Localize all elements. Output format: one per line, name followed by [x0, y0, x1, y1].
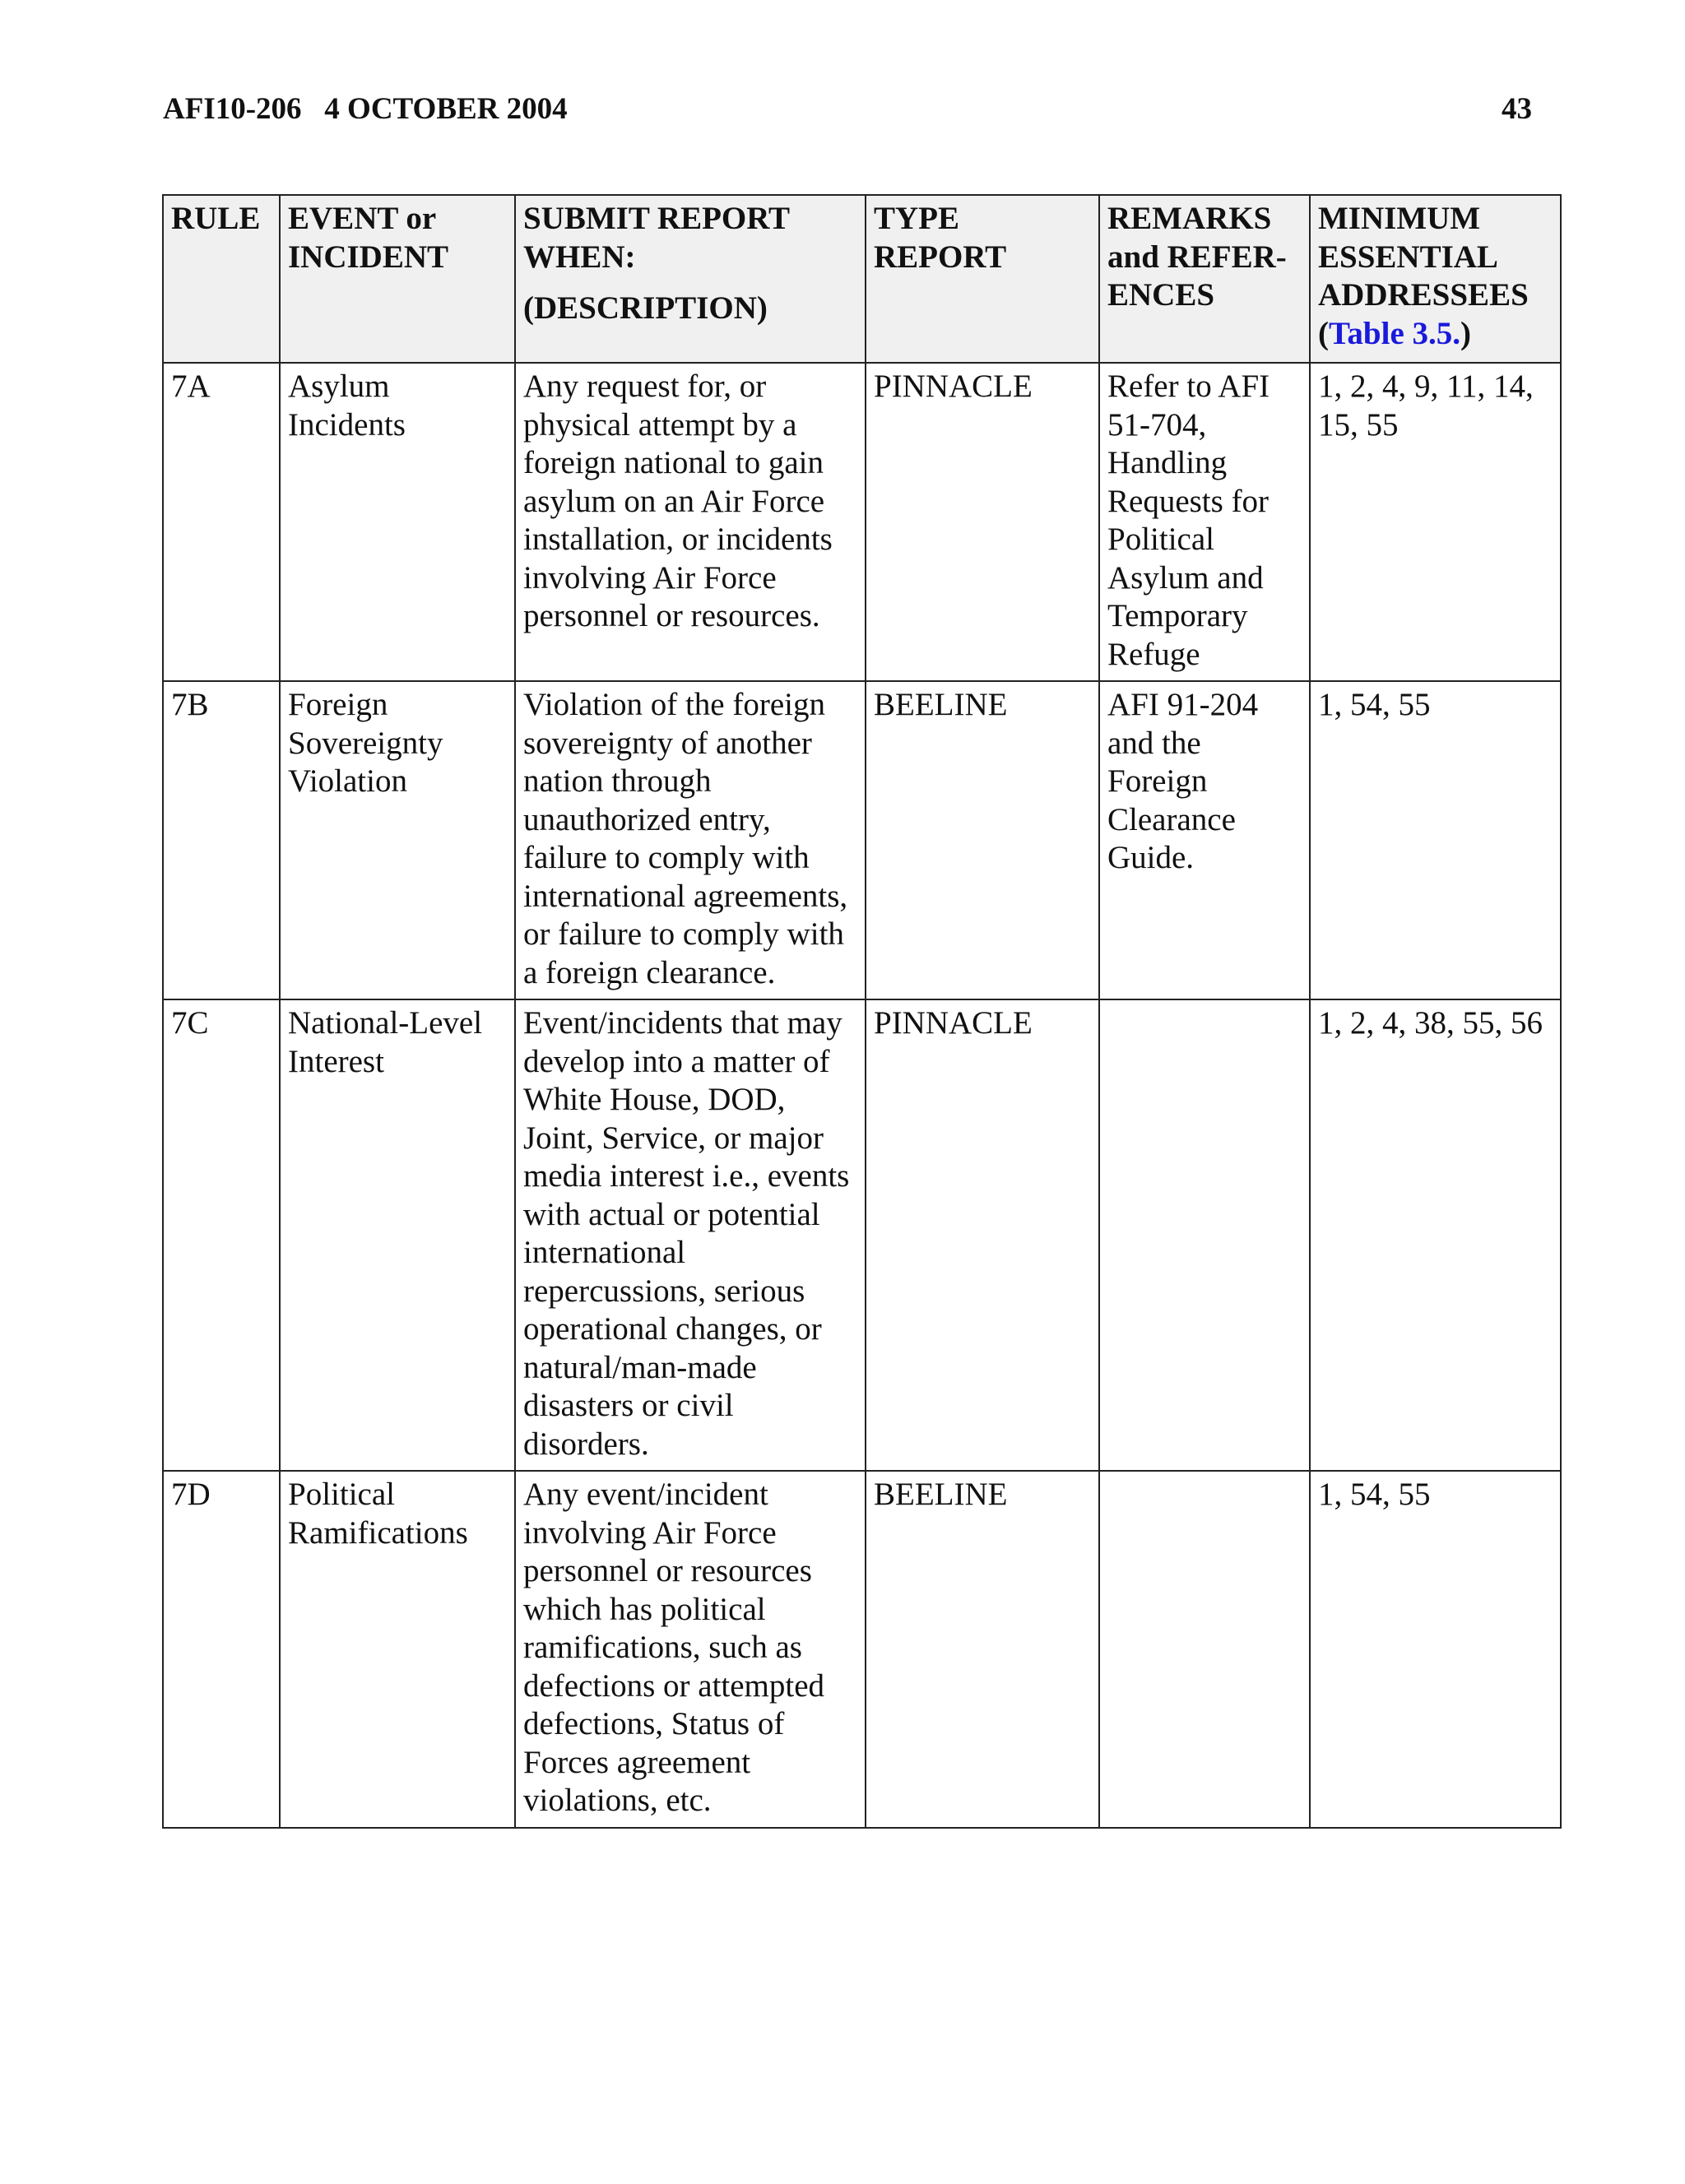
cell-description: Any event/incident involving Air Force personnel or resources which has political ramifications, such as defections or attempted defections, Status of Forces agreement violations, etc.	[515, 1471, 866, 1828]
cell-rule: 7C	[163, 999, 280, 1471]
cell-remarks: Refer to AFI 51-704, Handling Requests for Political Asylum and Temporary Refuge	[1099, 363, 1310, 681]
cell-rule: 7B	[163, 681, 280, 999]
cell-addressees: 1, 54, 55	[1310, 1471, 1561, 1828]
cell-description: Violation of the foreign sovereignty of another nation through unauthorized entry, failure to comply with international agreements, or failure to comply with a foreign clearance.	[515, 681, 866, 999]
col-header-event: EVENT or INCIDENT	[280, 195, 515, 363]
cell-addressees: 1, 2, 4, 38, 55, 56	[1310, 999, 1561, 1471]
cell-description: Event/incidents that may develop into a matter of White House, DOD, Joint, Service, or major media interest i.e., events with actual or potential international repercussions, serious operational changes, or natural/man-made disasters or civil disorders.	[515, 999, 866, 1471]
cell-type: BEELINE	[866, 681, 1099, 999]
cell-addressees: 1, 54, 55	[1310, 681, 1561, 999]
col-header-type: TYPE REPORT	[866, 195, 1099, 363]
table-3-5-link[interactable]: Table 3.5.	[1329, 315, 1461, 351]
table-header-row	[163, 195, 1561, 363]
cell-event: Foreign Sovereignty Violation	[280, 681, 515, 999]
table-row	[163, 363, 1561, 681]
cell-rule: 7A	[163, 363, 280, 681]
col-header-rule: RULE	[163, 195, 280, 363]
cell-type: PINNACLE	[866, 999, 1099, 1471]
col-header-addressees: MINIMUM ESSENTIAL ADDRESSEES (Table 3.5.)	[1310, 195, 1561, 363]
cell-addressees: 1, 2, 4, 9, 11, 14, 15, 55	[1310, 363, 1561, 681]
cell-event: Political Ramifications	[280, 1471, 515, 1828]
cell-type: BEELINE	[866, 1471, 1099, 1828]
page-number: 43	[1502, 92, 1532, 126]
table-row	[163, 681, 1561, 999]
page-header	[163, 89, 1532, 138]
cell-event: Asylum Incidents	[280, 363, 515, 681]
cell-type: PINNACLE	[866, 363, 1099, 681]
table-row	[163, 1471, 1561, 1828]
report-table	[162, 194, 1562, 1829]
cell-remarks	[1099, 1471, 1310, 1828]
cell-description: Any request for, or physical attempt by a foreign national to gain asylum on an Air Force installation, or incidents involving Air Force personnel or resources.	[515, 363, 866, 681]
cell-remarks	[1099, 999, 1310, 1471]
cell-event: National-Level Interest	[280, 999, 515, 1471]
col-header-remarks: REMARKS and REFER- ENCES	[1099, 195, 1310, 363]
cell-rule: 7D	[163, 1471, 280, 1828]
table-row	[163, 999, 1561, 1471]
cell-remarks: AFI 91-204 and the Foreign Clearance Guide.	[1099, 681, 1310, 999]
col-header-submit: SUBMIT REPORT WHEN: (DESCRIPTION)	[515, 195, 866, 363]
document-id: AFI10-206 4 OCTOBER 2004	[163, 92, 568, 126]
